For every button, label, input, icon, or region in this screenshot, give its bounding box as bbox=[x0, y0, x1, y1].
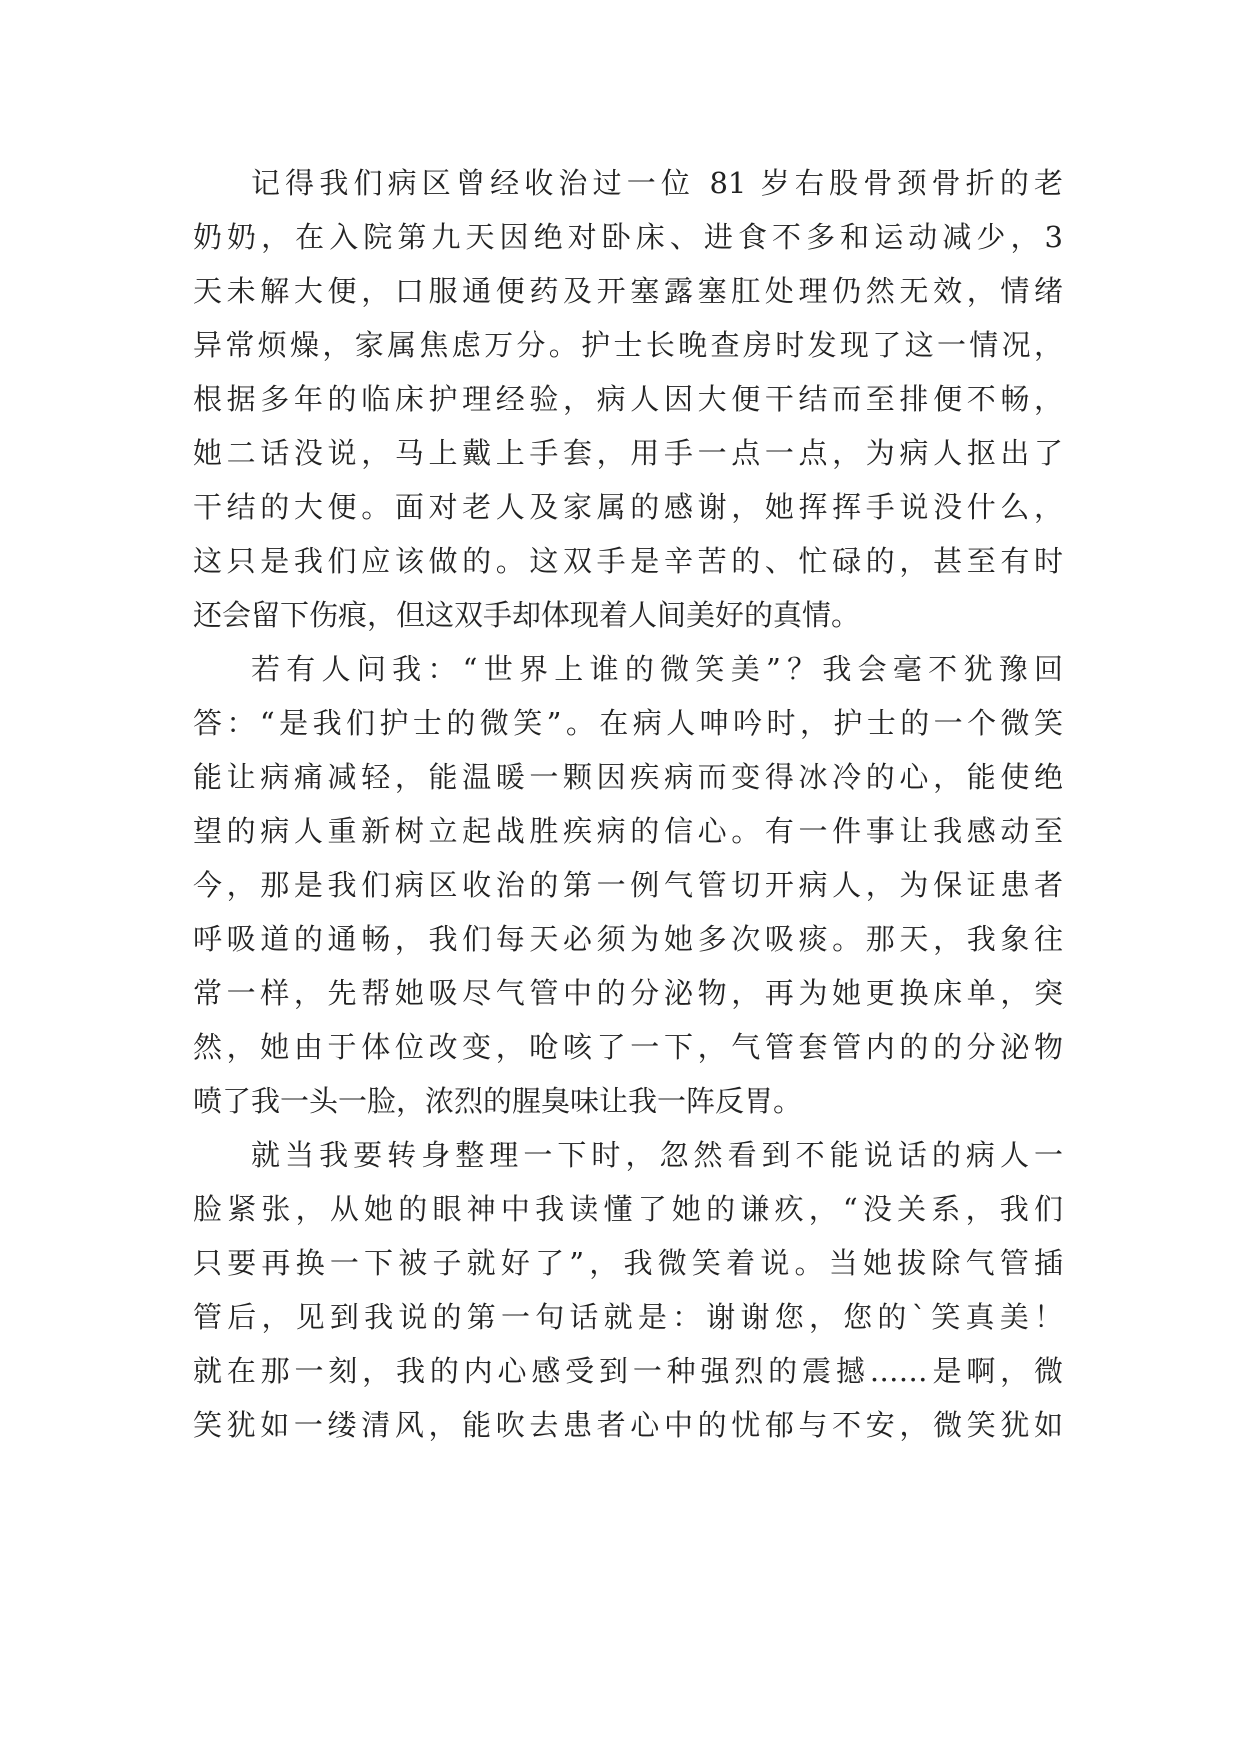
text-line: 记得我们病区曾经收治过一位 81 岁右股骨颈骨折的老 bbox=[251, 166, 1063, 200]
text-line: 就在那一刻，我的内心感受到一种强烈的震撼……是啊，微 bbox=[193, 1354, 1063, 1388]
text-line: 只要再换一下被子就好了”，我微笑着说。当她拔除气管插 bbox=[193, 1246, 1063, 1280]
body-text bbox=[193, 156, 1063, 1452]
text-line: 然，她由于体位改变，呛咳了一下，气管套管内的的分泌物 bbox=[193, 1030, 1063, 1064]
text-line: 常一样，先帮她吸尽气管中的分泌物，再为她更换床单，突 bbox=[193, 976, 1063, 1010]
text-line: 还会留下伤痕，但这双手却体现着人间美好的真情。 bbox=[193, 598, 861, 632]
paragraph-1 bbox=[193, 156, 1063, 642]
text-line: 奶奶，在入院第九天因绝对卧床、进食不多和运动减少，3 bbox=[193, 220, 1063, 254]
text-line: 她二话没说，马上戴上手套，用手一点一点，为病人抠出了 bbox=[193, 436, 1063, 470]
paragraph-2 bbox=[193, 642, 1063, 1128]
text-line: 望的病人重新树立起战胜疾病的信心。有一件事让我感动至 bbox=[193, 814, 1063, 848]
text-line: 若有人问我：“世界上谁的微笑美”？我会毫不犹豫回 bbox=[251, 652, 1063, 686]
text-line: 天未解大便，口服通便药及开塞露塞肛处理仍然无效，情绪 bbox=[193, 274, 1063, 308]
text-line: 能让病痛减轻，能温暖一颗因疾病而变得冰冷的心，能使绝 bbox=[193, 760, 1063, 794]
paragraph-3 bbox=[193, 1128, 1063, 1452]
text-line: 喷了我一头一脸，浓烈的腥臭味让我一阵反胃。 bbox=[193, 1084, 803, 1118]
text-line: 就当我要转身整理一下时，忽然看到不能说话的病人一 bbox=[251, 1138, 1063, 1172]
text-line: 根据多年的临床护理经验，病人因大便干结而至排便不畅， bbox=[193, 382, 1063, 416]
text-line: 异常烦燥，家属焦虑万分。护士长晚查房时发现了这一情况， bbox=[193, 328, 1063, 362]
text-line: 管后，见到我说的第一句话就是：谢谢您，您的`笑真美！ bbox=[193, 1300, 1063, 1334]
text-line: 笑犹如一缕清风，能吹去患者心中的忧郁与不安，微笑犹如 bbox=[193, 1408, 1063, 1442]
text-line: 呼吸道的通畅，我们每天必须为她多次吸痰。那天，我象往 bbox=[193, 922, 1063, 956]
text-line: 脸紧张，从她的眼神中我读懂了她的谦疚，“没关系，我们 bbox=[193, 1192, 1063, 1226]
text-line: 今，那是我们病区收治的第一例气管切开病人，为保证患者 bbox=[193, 868, 1063, 902]
text-line: 干结的大便。面对老人及家属的感谢，她挥挥手说没什么， bbox=[193, 490, 1063, 524]
text-line: 这只是我们应该做的。这双手是辛苦的、忙碌的，甚至有时 bbox=[193, 544, 1063, 578]
text-line: 答：“是我们护士的微笑”。在病人呻吟时，护士的一个微笑 bbox=[193, 706, 1063, 740]
